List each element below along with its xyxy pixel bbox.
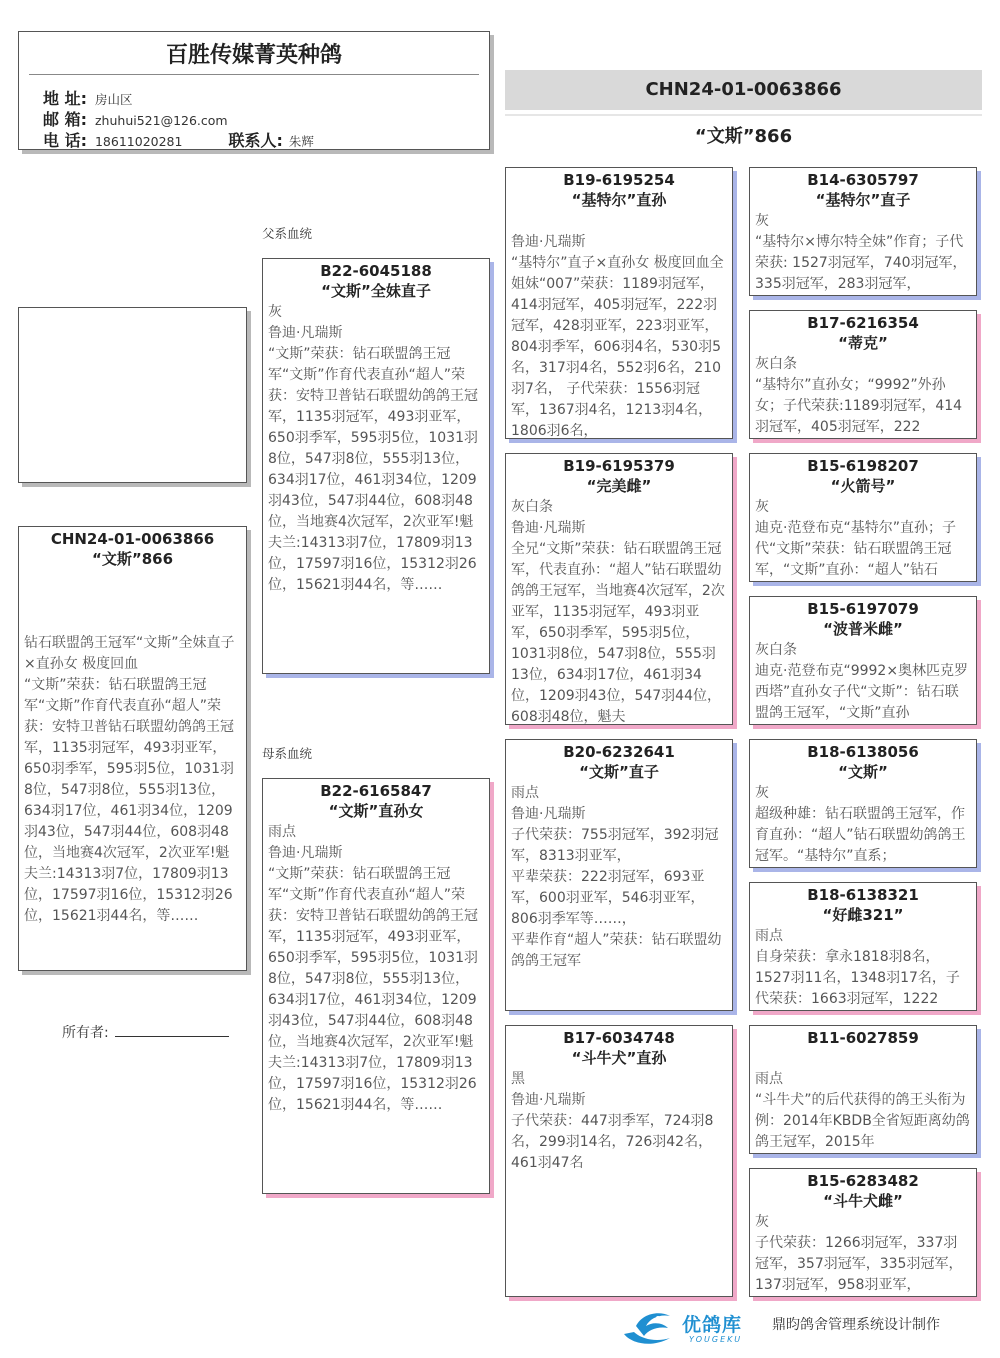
phone-value: 18611020281 xyxy=(94,134,183,149)
subject-description: 钻石联盟鸽王冠军“文斯”全妹直子×直孙女 极度回血 “文斯”荣获：钻石联盟鸽王冠军“文斯”作育代表直孙“超人”荣获：安特卫普钻石联盟幼鸽鸽王冠军，1135羽冠军，493羽亚军，650羽季军，595羽5位，1031羽8位，547羽8位，555羽13位，634羽17位，461羽34位，1209羽43位，547羽44位，608羽48位，当地赛4次冠军，2次亚军!魁夫兰:14313羽7位，17809羽13位，17597羽16位，15312羽26位，15621羽44名，等…… xyxy=(24,635,235,924)
ggp8-description: 子代荣获：1266羽冠军，337羽冠军，357羽冠军，335羽冠军，137羽冠军，958羽亚军， xyxy=(755,1235,963,1293)
ggp8-color: 灰 xyxy=(755,1214,769,1230)
gp3-description: 鲁迪·凡瑞斯 子代荣获：755羽冠军，392羽冠军，8313羽亚军， 平辈荣获：222羽冠军，693亚军，600羽亚军，546羽亚军，806羽季军等……， 平辈作育“超人”荣获：钻石联盟幼鸽鸽王冠军 xyxy=(511,806,722,969)
pigeon-wave-logo-icon xyxy=(618,1304,682,1352)
breeder-header xyxy=(18,31,490,150)
subject-spacer xyxy=(19,570,246,633)
great-grandparent-card-3 xyxy=(749,453,977,582)
ggp7-description: “斗牛犬”的后代获得的鸽王头衔为例：2014年KBDB全省短距离幼鸽鸽王冠军，2015年 xyxy=(755,1092,970,1150)
gp1-description: 鲁迪·凡瑞斯 “基特尔”直子×直孙女 极度回血全姐妹“007”荣获：1189羽冠军，414羽冠军，405羽冠军，222羽冠军，428羽亚军，223羽亚军，804羽季军，606羽4名，530羽5名，317羽4名，552羽6名，210羽7名， 子代荣获：1556羽冠军，1367羽4名，1213羽4名，1806羽6名， xyxy=(511,234,724,439)
great-grandparent-card-8 xyxy=(749,1168,977,1297)
ggp5-ring: B18-6138056 xyxy=(807,743,919,761)
owner-label: 所有者: xyxy=(62,1025,109,1041)
gp3-name: “文斯”直子 xyxy=(579,763,659,781)
ggp7-name xyxy=(750,1048,976,1069)
gp1-ring: B19-6195254 xyxy=(563,171,675,189)
logo-text: 优鸽库 xyxy=(682,1314,743,1336)
phone-label: 电 话: xyxy=(43,131,87,150)
great-grandparent-card-2 xyxy=(749,310,977,439)
gp2-ring: B19-6195379 xyxy=(563,457,675,475)
gp2-name: “完美雌” xyxy=(586,477,652,495)
ggp5-name: “文斯” xyxy=(838,763,888,781)
phone-row xyxy=(43,128,314,151)
subject-card xyxy=(18,526,247,971)
ggp7-color: 雨点 xyxy=(755,1071,783,1087)
contact-value: 朱辉 xyxy=(288,134,314,149)
ggp5-color: 灰 xyxy=(755,785,769,801)
logo-subtext: YOUGEKU xyxy=(689,1335,743,1344)
pigeon-name-title: “文斯”866 xyxy=(694,126,793,147)
grandparent-card-3 xyxy=(505,739,733,1011)
sire-ring: B22-6045188 xyxy=(320,262,432,280)
contact-label: 联系人: xyxy=(228,131,283,150)
sire-description: 鲁迪·凡瑞斯 “文斯”荣获：钻石联盟鸽王冠军“文斯”作育代表直孙“超人”荣获：安特卫普钻石联盟幼鸽鸽王冠军，1135羽冠军，493羽亚军，650羽季军，595羽5位，1031羽8位，547羽8位，555羽13位，634羽17位，461羽34位，1209羽43位，547羽44位，608羽48位，当地赛4次冠军，2次亚军!魁夫兰:14313羽7位，17809羽13位，17597羽16位，15312羽26位，15621羽44名，等…… xyxy=(268,325,478,593)
great-grandparent-card-1 xyxy=(749,167,977,296)
ggp1-name: “基特尔”直子 xyxy=(815,191,911,209)
gp2-description: 鲁迪·凡瑞斯 全兄“文斯”荣获：钻石联盟鸽王冠军，代表直孙：“超人”钻石联盟幼鸽鸽王冠军，当地赛4次冠军，2次亚军，1135羽冠军，493羽亚军，650羽季军，595羽5位，1031羽8位，547羽8位，555羽13位，634羽17位，461羽34位，1209羽43位，547羽44位，608羽48位，魁夫 xyxy=(511,520,725,725)
gp3-color: 雨点 xyxy=(511,785,539,801)
owner-field xyxy=(62,1022,229,1042)
gp4-name: “斗牛犬”直孙 xyxy=(571,1049,667,1067)
ggp3-ring: B15-6198207 xyxy=(807,457,919,475)
ggp4-description: 迪克·范登布克“9992×奥林匹克罗西塔”直孙女子代“文斯”：钻石联盟鸽王冠军，“文斯”直孙 xyxy=(755,663,969,721)
ggp6-name: “好雌321” xyxy=(822,906,904,924)
email-row xyxy=(43,107,228,130)
great-grandparent-card-7 xyxy=(749,1025,977,1154)
grandparent-card-1 xyxy=(505,167,733,439)
ggp1-color: 灰 xyxy=(755,213,769,229)
sire-color: 灰 xyxy=(268,304,282,320)
sire-card xyxy=(262,258,490,674)
grandparent-card-4 xyxy=(505,1025,733,1297)
gp4-ring: B17-6034748 xyxy=(563,1029,675,1047)
dam-line-label: 母系血统 xyxy=(262,746,313,761)
ggp1-ring: B14-6305797 xyxy=(807,171,919,189)
gp1-name: “基特尔”直孙 xyxy=(571,191,667,209)
header-divider xyxy=(29,74,479,75)
ggp4-color: 灰白条 xyxy=(755,642,797,658)
ggp6-ring: B18-6138321 xyxy=(807,886,919,904)
subject-ring: CHN24-01-0063866 xyxy=(50,530,215,548)
ggp2-ring: B17-6216354 xyxy=(807,314,919,332)
dam-card xyxy=(262,778,490,1194)
ggp8-ring: B15-6283482 xyxy=(807,1172,919,1190)
ggp3-description: 迪克·范登布克“基特尔”直孙；子代“文斯”荣获：钻石联盟鸽王冠军，“文斯”直孙：“超人”钻石 xyxy=(755,520,956,578)
title-divider xyxy=(505,114,982,116)
ggp7-ring: B11-6027859 xyxy=(807,1029,919,1047)
address-label: 地 址: xyxy=(43,89,87,108)
email-value: zhuhui521@126.com xyxy=(94,113,228,128)
ggp8-name: “斗牛犬雌” xyxy=(823,1192,903,1210)
breeder-title: 百胜传媒菁英种鸽 xyxy=(165,43,342,68)
subject-name: “文斯”866 xyxy=(91,550,174,568)
footer-credit: 鼎昀鸽舍管理系统设计制作 xyxy=(772,1317,940,1333)
address-value: 房山区 xyxy=(94,92,133,107)
ggp4-ring: B15-6197079 xyxy=(807,600,919,618)
pigeon-ring-title: CHN24-01-0063866 xyxy=(505,70,982,110)
gp4-description: 鲁迪·凡瑞斯 子代荣获：447羽季军，724羽8名，299羽14名，726羽42名，461羽47名 xyxy=(511,1092,714,1171)
owner-signature-line xyxy=(115,1024,229,1037)
dam-name: “文斯”直孙女 xyxy=(328,802,424,820)
dam-description: 鲁迪·凡瑞斯 “文斯”荣获：钻石联盟鸽王冠军“文斯”作育代表直孙“超人”荣获：安特卫普钻石联盟幼鸽鸽王冠军，1135羽冠军，493羽亚军，650羽季军，595羽5位，1031羽8位，547羽8位，555羽13位，634羽17位，461羽34位，1209羽43位，547羽44位，608羽48位，当地赛4次冠军，2次亚军!魁夫兰:14313羽7位，17809羽13位，17597羽16位，15312羽26位，15621羽44名，等…… xyxy=(268,845,478,1113)
ggp3-color: 灰 xyxy=(755,499,769,515)
ggp1-description: “基特尔×博尔特全妹”作育；子代荣获: 1527羽冠军，740羽冠军，335羽冠军，283羽冠军， xyxy=(755,234,967,292)
ggp2-name: “蒂克” xyxy=(838,334,888,352)
pigeon-photo-frame xyxy=(18,307,247,483)
ggp2-description: “基特尔”直孙女；“9992”外孙女；子代荣获:1189羽冠军，414羽冠军，405羽冠军，222 xyxy=(755,377,963,435)
gp3-ring: B20-6232641 xyxy=(563,743,675,761)
ggp2-color: 灰白条 xyxy=(755,356,797,372)
sire-name: “文斯”全妹直子 xyxy=(321,282,431,300)
ggp6-description: 自身荣获：拿永1818羽8名，1527羽11名，1348羽17名，子代荣获：1663羽冠军，1222 xyxy=(755,949,960,1007)
great-grandparent-card-5 xyxy=(749,739,977,868)
dam-color: 雨点 xyxy=(268,824,296,840)
ggp5-description: 超级种雄：钻石联盟鸽王冠军，作育直孙：“超人”钻石联盟幼鸽鸽王冠军。“基特尔”直系； xyxy=(755,806,966,864)
ggp3-name: “火箭号” xyxy=(830,477,896,495)
gp1-color xyxy=(506,211,732,232)
gp4-color: 黑 xyxy=(511,1071,525,1087)
address-row xyxy=(43,86,133,109)
great-grandparent-card-4 xyxy=(749,596,977,725)
dam-ring: B22-6165847 xyxy=(320,782,432,800)
email-label: 邮 箱: xyxy=(43,110,87,129)
great-grandparent-card-6 xyxy=(749,882,977,1011)
ggp4-name: “波普米雌” xyxy=(823,620,903,638)
gp2-color: 灰白条 xyxy=(511,499,553,515)
grandparent-card-2 xyxy=(505,453,733,725)
ggp6-color: 雨点 xyxy=(755,928,783,944)
sire-line-label: 父系血统 xyxy=(262,226,313,241)
